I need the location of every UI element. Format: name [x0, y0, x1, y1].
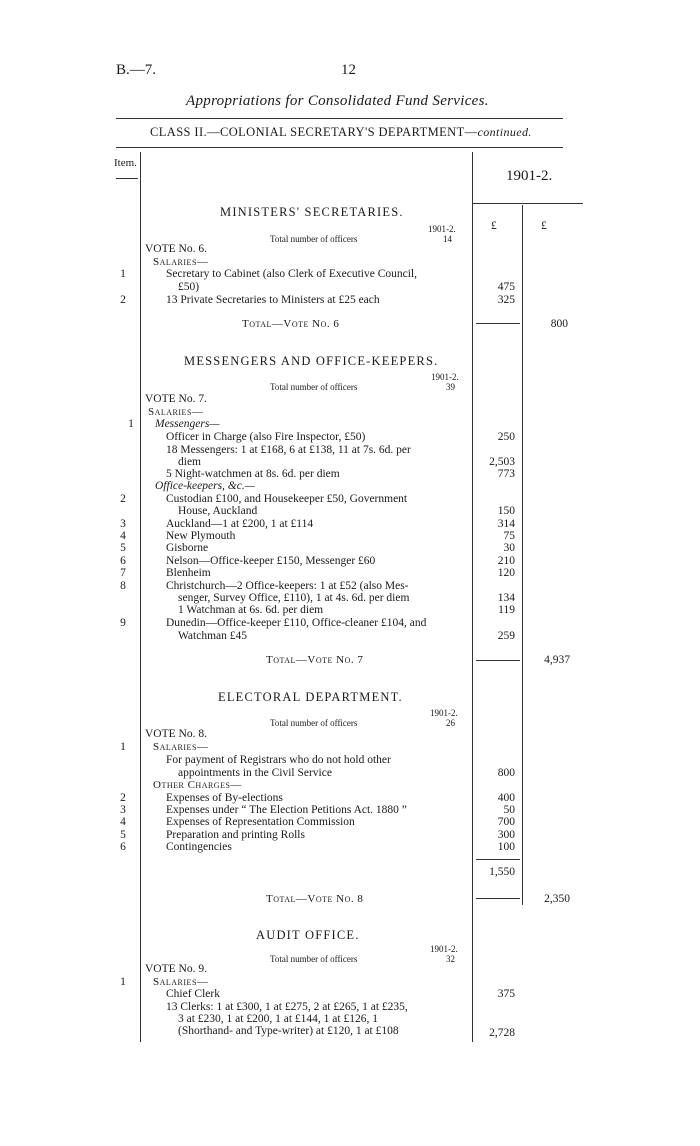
line-item-amount: 30 — [503, 542, 515, 554]
salaries-heading: Salaries— — [153, 256, 209, 268]
vote-total: 2,350 — [544, 893, 570, 905]
officers-year: 1901-2. — [430, 708, 458, 718]
line-item-text: Expenses under “ The Election Petitions Act. 1880 ” — [166, 804, 407, 816]
line-item-text: 18 Messengers: 1 at £168, 6 at £138, 11 at 7s. 6d. per — [166, 444, 411, 456]
vote-total: 800 — [550, 318, 568, 330]
year-column-header: 1901-2. — [506, 168, 553, 184]
item-number: 8 — [120, 580, 126, 592]
line-item-amount: 210 — [497, 555, 515, 567]
line-item-text: £50) — [178, 281, 200, 293]
item-number: 1 — [120, 976, 126, 988]
total-label: Total—Vote No. 6 — [242, 318, 340, 330]
title-rule — [116, 118, 563, 119]
vote-heading: VOTE No. 7. — [145, 393, 207, 405]
subtotal-amount: 1,550 — [489, 866, 515, 878]
item-number: 5 — [120, 829, 126, 841]
section-title-audit: AUDIT OFFICE. — [256, 928, 360, 942]
other-charges-heading: Other Charges— — [153, 779, 242, 791]
document-reference: B.—7. — [116, 62, 157, 78]
item-number: 6 — [120, 555, 126, 567]
item-number: 4 — [120, 816, 126, 828]
year-header-rule — [472, 203, 583, 204]
line-item-amount: 75 — [503, 530, 515, 542]
salaries-heading: Salaries— — [153, 976, 209, 988]
line-item-text: Expenses of By-elections — [166, 792, 283, 804]
item-number: 1 — [120, 268, 126, 280]
vote-heading: VOTE No. 8. — [145, 728, 207, 740]
total-column-divider — [522, 205, 523, 905]
line-item-amount: 300 — [497, 829, 515, 841]
line-item-amount: 2,728 — [489, 1027, 515, 1039]
line-item-text: Secretary to Cabinet (also Clerk of Executive Council, — [166, 268, 418, 280]
line-item-text: Dunedin—Office-keeper £110, Office-cleaner £104, and — [166, 617, 427, 629]
subheading-office-keepers: Office-keepers, &c.— — [155, 480, 255, 492]
total-label: Total—Vote No. 7 — [266, 654, 364, 666]
line-item-amount: 325 — [497, 294, 515, 306]
line-item-text: 1 Watchman at 6s. 6d. per diem — [178, 604, 324, 616]
section-title-messengers: MESSENGERS AND OFFICE-KEEPERS. — [184, 354, 439, 368]
line-item-text: 13 Clerks: 1 at £300, 1 at £275, 2 at £265, 1 at £235, — [166, 1001, 408, 1013]
line-item-amount: 100 — [497, 841, 515, 853]
line-item-text: Contingencies — [166, 841, 232, 853]
item-number: 2 — [120, 493, 126, 505]
line-item-text: 13 Private Secretaries to Ministers at £25 each — [166, 294, 380, 306]
line-item-text: Chief Clerk — [166, 988, 220, 1000]
salaries-heading: Salaries— — [148, 406, 204, 418]
line-item-text: appointments in the Civil Service — [178, 767, 332, 779]
item-number: 1 — [120, 741, 126, 753]
salaries-heading: Salaries— — [153, 741, 209, 753]
line-item-text: Christchurch—2 Office-keepers: 1 at £52 (also Mes- — [166, 580, 409, 592]
vote-heading: VOTE No. 9. — [145, 963, 207, 975]
line-item-text: Gisborne — [166, 542, 209, 554]
item-number: 4 — [120, 530, 126, 542]
item-number: 6 — [120, 841, 126, 853]
officers-label: Total number of officers — [270, 718, 358, 728]
page-number: 12 — [341, 62, 356, 78]
line-item-text: Watchman £45 — [178, 630, 248, 642]
line-item-amount: 773 — [497, 468, 515, 480]
vote-heading: VOTE No. 6. — [145, 243, 207, 255]
line-item-amount: 250 — [497, 431, 515, 443]
officers-count: 14 — [443, 234, 452, 244]
line-item-amount: 120 — [497, 567, 515, 579]
line-item-text: Auckland—1 at £200, 1 at £114 — [166, 518, 314, 530]
item-number: 7 — [120, 567, 126, 579]
officers-year: 1901-2. — [428, 224, 456, 234]
item-number: 2 — [120, 792, 126, 804]
officers-label: Total number of officers — [270, 954, 358, 964]
line-item-amount: 134 — [497, 592, 515, 604]
officers-count: 32 — [446, 954, 455, 964]
item-number: 5 — [120, 542, 126, 554]
item-number: 2 — [120, 294, 126, 306]
line-item-text: 3 at £230, 1 at £200, 1 at £144, 1 at £126, 1 — [178, 1013, 378, 1025]
section-title-ministers: MINISTERS' SECRETARIES. — [220, 205, 404, 219]
item-column-divider — [140, 152, 141, 1042]
line-item-amount: 475 — [497, 281, 515, 293]
line-item-text: senger, Survey Office, £110), 1 at 4s. 6d. per diem — [178, 592, 410, 604]
officers-label: Total number of officers — [270, 234, 358, 244]
line-item-text: House, Auckland — [178, 505, 258, 517]
officers-count: 39 — [446, 382, 455, 392]
line-item-text: Preparation and printing Rolls — [166, 829, 305, 841]
class-rule — [116, 147, 563, 148]
total-label: Total—Vote No. 8 — [266, 893, 364, 905]
section-title-electoral: ELECTORAL DEPARTMENT. — [218, 690, 403, 704]
class-heading: CLASS II.—COLONIAL SECRETARY'S DEPARTMENT—continued. — [150, 125, 532, 139]
line-item-text: Officer in Charge (also Fire Inspector, £50) — [166, 431, 366, 443]
item-header-rule — [116, 178, 138, 179]
line-item-text: diem — [178, 456, 201, 468]
line-item-amount: 150 — [497, 505, 515, 517]
line-item-text: (Shorthand- and Type-writer) at £120, 1 at £108 — [178, 1025, 399, 1037]
item-number: 9 — [120, 617, 126, 629]
line-item-amount: 800 — [497, 767, 515, 779]
item-number: 3 — [120, 804, 126, 816]
line-item-amount: 2,503 — [489, 456, 515, 468]
line-item-amount: 259 — [497, 630, 515, 642]
vote-total: 4,937 — [544, 654, 570, 666]
line-item-text: Blenheim — [166, 567, 211, 579]
officers-year: 1901-2. — [431, 372, 459, 382]
line-item-amount: 700 — [497, 816, 515, 828]
officers-year: 1901-2. — [430, 944, 458, 954]
item-column-header: Item. — [114, 157, 137, 169]
page-title: Appropriations for Consolidated Fund Services. — [186, 93, 489, 109]
officers-count: 26 — [446, 718, 455, 728]
pound-symbol-amount: £ — [491, 220, 497, 232]
pound-symbol-total: £ — [541, 220, 547, 232]
line-item-amount: 50 — [503, 804, 515, 816]
line-item-amount: 119 — [498, 604, 515, 616]
officers-label: Total number of officers — [270, 382, 358, 392]
subtotal-rule — [476, 859, 520, 860]
line-item-amount: 375 — [497, 988, 515, 1000]
line-item-amount: 314 — [497, 518, 515, 530]
item-number: 1 — [128, 418, 134, 430]
item-number: 3 — [120, 518, 126, 530]
line-item-text: 5 Night-watchmen at 8s. 6d. per diem — [166, 468, 340, 480]
line-item-text: Nelson—Office-keeper £150, Messenger £60 — [166, 555, 376, 567]
line-item-text: Expenses of Representation Commission — [166, 816, 355, 828]
line-item-text: New Plymouth — [166, 530, 236, 542]
line-item-amount: 400 — [497, 792, 515, 804]
line-item-text: Custodian £100, and Housekeeper £50, Government — [166, 493, 408, 505]
subheading-messengers: Messengers— — [155, 418, 220, 430]
line-item-text: For payment of Registrars who do not hold other — [166, 754, 391, 766]
